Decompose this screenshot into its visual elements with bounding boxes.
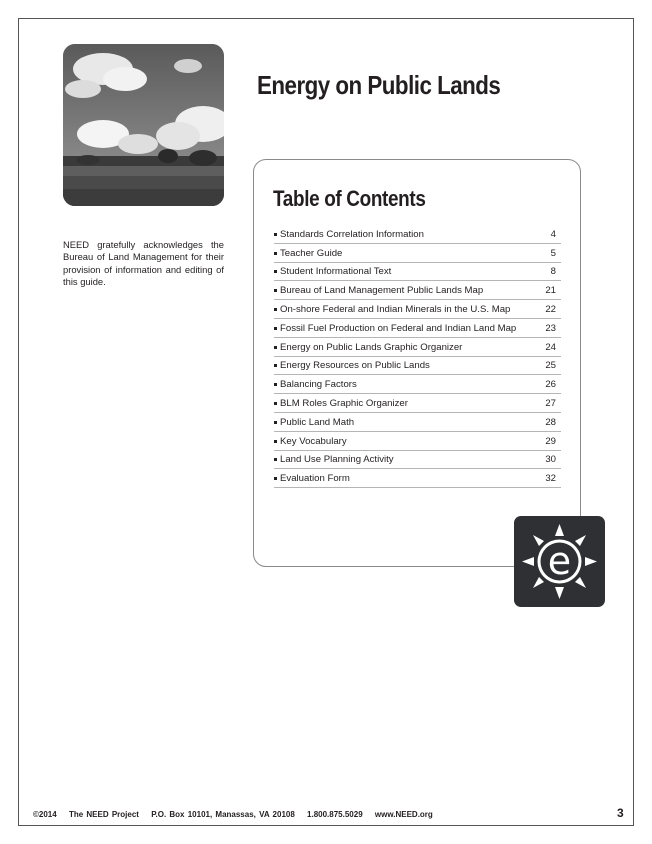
toc-entry-label: Bureau of Land Management Public Lands Map: [280, 285, 484, 297]
toc-entry-label: Fossil Fuel Production on Federal and Indian Land Map: [280, 322, 517, 334]
bullet-icon: [274, 421, 277, 424]
toc-entry-label: Student Informational Text: [280, 266, 392, 278]
toc-entry-page: 25: [545, 360, 556, 372]
footer-org: The NEED Project: [68, 810, 139, 819]
toc-entry[interactable]: [274, 338, 561, 357]
page-title: Energy on Public Lands: [257, 70, 501, 100]
toc-entry-page: 27: [545, 398, 556, 410]
toc-entry[interactable]: [274, 357, 561, 376]
footer: [33, 810, 442, 819]
bullet-icon: [274, 383, 277, 386]
landscape-photo: [63, 44, 224, 206]
toc-entry-label: Energy Resources on Public Lands: [280, 360, 430, 372]
bullet-icon: [274, 440, 277, 443]
bullet-icon: [274, 289, 277, 292]
toc-entry-page: 22: [545, 304, 556, 316]
toc-entry-page: 5: [550, 247, 556, 259]
toc-list: [274, 225, 561, 488]
page-number: 3: [617, 806, 624, 820]
toc-entry-page: 4: [550, 228, 556, 240]
bullet-icon: [274, 233, 277, 236]
footer-phone: 1.800.875.5029: [307, 810, 363, 819]
bullet-icon: [274, 477, 277, 480]
bullet-icon: [274, 364, 277, 367]
bullet-icon: [274, 252, 277, 255]
toc-entry[interactable]: [274, 225, 561, 244]
bullet-icon: [274, 346, 277, 349]
toc-entry-page: 29: [545, 435, 556, 447]
toc-entry-page: 28: [545, 416, 556, 428]
toc-entry[interactable]: [274, 319, 561, 338]
toc-entry-page: 32: [545, 473, 556, 485]
toc-heading: Table of Contents: [273, 186, 426, 211]
footer-website[interactable]: www.NEED.org: [374, 810, 433, 819]
toc-entry-label: Balancing Factors: [280, 379, 357, 391]
toc-entry-label: Evaluation Form: [280, 473, 350, 485]
bullet-icon: [274, 402, 277, 405]
toc-entry-label: BLM Roles Graphic Organizer: [280, 398, 408, 410]
logo-letter: e: [547, 539, 572, 583]
toc-entry-label: Key Vocabulary: [280, 435, 347, 447]
toc-entry[interactable]: [274, 469, 561, 488]
toc-entry[interactable]: [274, 263, 561, 282]
toc-entry[interactable]: [274, 375, 561, 394]
footer-copyright: ©2014: [33, 810, 57, 819]
need-sun-logo-icon: [514, 516, 605, 607]
toc-entry-page: 30: [545, 454, 556, 466]
bullet-icon: [274, 327, 277, 330]
toc-entry-page: 23: [545, 322, 556, 334]
toc-entry-page: 26: [545, 379, 556, 391]
toc-entry-label: Land Use Planning Activity: [280, 454, 394, 466]
toc-entry[interactable]: [274, 281, 561, 300]
toc-entry[interactable]: [274, 394, 561, 413]
toc-entry-label: On-shore Federal and Indian Minerals in the U.S. Map: [280, 304, 511, 316]
toc-entry-label: Standards Correlation Information: [280, 228, 424, 240]
toc-entry-label: Public Land Math: [280, 416, 355, 428]
toc-entry-page: 8: [550, 266, 556, 278]
bullet-icon: [274, 458, 277, 461]
toc-entry[interactable]: [274, 244, 561, 263]
toc-entry-label: Teacher Guide: [280, 247, 343, 259]
bullet-icon: [274, 270, 277, 273]
toc-entry-label: Energy on Public Lands Graphic Organizer: [280, 341, 463, 353]
footer-address: P.O. Box 10101, Manassas, VA 20108: [151, 810, 295, 819]
toc-entry[interactable]: [274, 432, 561, 451]
acknowledgment-text: NEED gratefully acknowledges the Bureau of Land Management for their provision of information and editing of this guide.: [63, 239, 224, 287]
toc-entry[interactable]: [274, 451, 561, 470]
toc-entry[interactable]: [274, 413, 561, 432]
toc-entry[interactable]: [274, 300, 561, 319]
bullet-icon: [274, 308, 277, 311]
toc-entry-page: 21: [545, 285, 556, 297]
toc-entry-page: 24: [545, 341, 556, 353]
